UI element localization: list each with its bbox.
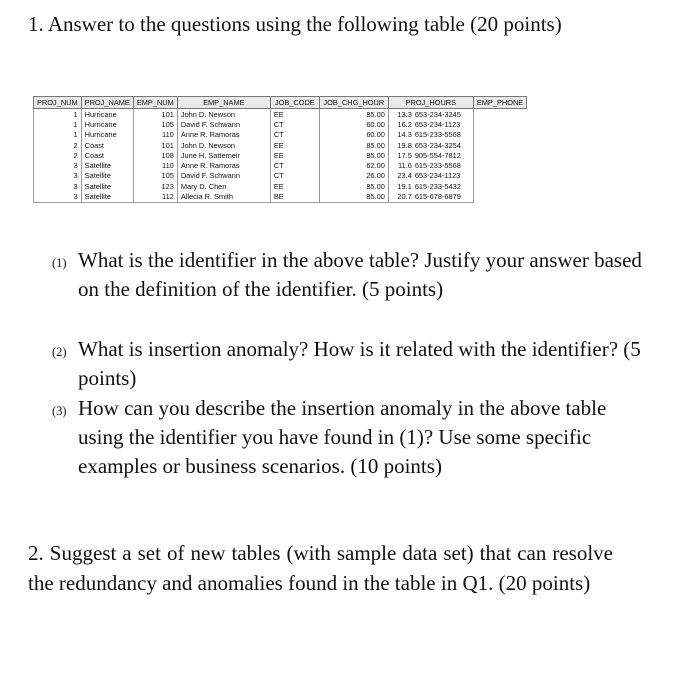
- cell-job-code: CT: [270, 160, 319, 170]
- cell-proj-hours-phone: [388, 140, 473, 150]
- table-row: [34, 140, 527, 150]
- emp-phone-value: 905-554-7812: [414, 150, 461, 160]
- cell-proj-name: Satellite: [81, 191, 133, 202]
- cell-emp-name: Anne R. Ramoras: [177, 160, 270, 170]
- project-table: [33, 96, 527, 203]
- emp-phone-value: 615-233-5568: [414, 130, 461, 140]
- cell-emp-num: 101: [133, 140, 177, 150]
- cell-proj-hours-phone: [388, 171, 473, 181]
- emp-phone-value: 653-234-3254: [414, 140, 461, 150]
- cell-proj-num: 3: [34, 191, 82, 202]
- cell-proj-name: Satellite: [81, 160, 133, 170]
- cell-emp-num: 110: [133, 130, 177, 140]
- cell-emp-name: Anne R. Ramoras: [177, 130, 270, 140]
- cell-proj-num: 3: [34, 171, 82, 181]
- cell-emp-name: David F. Schwann: [177, 119, 270, 129]
- cell-job-chg-hour: 85.00: [319, 109, 388, 120]
- cell-proj-num: 1: [34, 109, 82, 120]
- question-1-heading: 1. Answer to the questions using the following table (20 points): [28, 12, 562, 36]
- cell-job-chg-hour: 62.00: [319, 160, 388, 170]
- subquestion-2: [52, 335, 652, 393]
- cell-job-code: EE: [270, 150, 319, 160]
- subquestion-number: (2): [52, 345, 67, 359]
- subquestion-text: What is insertion anomaly? How is it related with the identifier? (5 points): [78, 337, 641, 390]
- cell-emp-name: Allecia R. Smith: [177, 191, 270, 202]
- proj-hours-value: 20.7: [397, 192, 412, 202]
- cell-proj-name: Satellite: [81, 171, 133, 181]
- table-row: [34, 181, 527, 191]
- table-row: [34, 191, 527, 202]
- cell-proj-num: 2: [34, 140, 82, 150]
- cell-proj-hours-phone: [388, 119, 473, 129]
- cell-job-code: CT: [270, 119, 319, 129]
- cell-proj-name: Coast: [81, 140, 133, 150]
- proj-hours-value: 16.2: [397, 119, 412, 129]
- table-row: [34, 171, 527, 181]
- subquestion-number: (3): [52, 404, 67, 418]
- cell-job-code: CT: [270, 130, 319, 140]
- cell-job-chg-hour: 60.00: [319, 130, 388, 140]
- table-row: [34, 130, 527, 140]
- proj-hours-value: 19.1: [397, 181, 412, 191]
- table-row: [34, 109, 527, 120]
- cell-emp-num: 110: [133, 160, 177, 170]
- subquestion-text: How can you describe the insertion anomaly in the above table using the identifier you have found in (1)? Use some specific examples or business scenarios. (10 points): [78, 396, 607, 478]
- header-job-code: JOB_CODE: [270, 97, 319, 109]
- subquestion-3: [52, 394, 652, 481]
- cell-proj-hours-phone: [388, 191, 473, 202]
- table-row: [34, 160, 527, 170]
- cell-job-chg-hour: 85.00: [319, 181, 388, 191]
- proj-hours-value: 11.6: [397, 161, 412, 171]
- header-emp-num: EMP_NUM: [133, 97, 177, 109]
- table-row: [34, 150, 527, 160]
- cell-emp-num: 105: [133, 119, 177, 129]
- emp-phone-value: 615-233-5432: [414, 181, 461, 191]
- cell-proj-hours-phone: [388, 181, 473, 191]
- proj-hours-value: 19.8: [397, 140, 412, 150]
- header-proj-name: PROJ_NAME: [81, 97, 133, 109]
- header-proj-hours: PROJ_HOURS: [388, 97, 473, 109]
- cell-proj-name: Hurricane: [81, 109, 133, 120]
- cell-proj-hours-phone: [388, 109, 473, 120]
- cell-emp-num: 112: [133, 191, 177, 202]
- proj-hours-value: 13.3: [397, 109, 412, 119]
- cell-emp-name: John D. Newson: [177, 140, 270, 150]
- proj-hours-value: 14.3: [397, 130, 412, 140]
- emp-phone-value: 615-678-6879: [414, 192, 461, 202]
- proj-hours-value: 17.5: [397, 150, 412, 160]
- cell-emp-num: 108: [133, 150, 177, 160]
- cell-emp-name: Mary D. Chen: [177, 181, 270, 191]
- cell-emp-name: David F. Schwann: [177, 171, 270, 181]
- table-header-row: [34, 97, 527, 109]
- cell-emp-num: 123: [133, 181, 177, 191]
- proj-hours-value: 23.4: [397, 171, 412, 181]
- cell-job-chg-hour: 85.00: [319, 150, 388, 160]
- cell-proj-num: 1: [34, 130, 82, 140]
- cell-proj-name: Satellite: [81, 181, 133, 191]
- emp-phone-value: 653-234-1123: [414, 119, 461, 129]
- table-row: [34, 119, 527, 129]
- cell-proj-hours-phone: [388, 150, 473, 160]
- header-job-chg-hour: JOB_CHG_HOUR: [319, 97, 388, 109]
- cell-proj-num: 2: [34, 150, 82, 160]
- header-emp-phone: EMP_PHONE: [473, 97, 526, 109]
- cell-job-chg-hour: 26.00: [319, 171, 388, 181]
- cell-proj-name: Hurricane: [81, 130, 133, 140]
- cell-emp-num: 105: [133, 171, 177, 181]
- cell-job-chg-hour: 60.00: [319, 119, 388, 129]
- header-proj-num: PROJ_NUM: [34, 97, 82, 109]
- cell-proj-num: 3: [34, 160, 82, 170]
- cell-proj-hours-phone: [388, 160, 473, 170]
- subquestion-1: [52, 246, 652, 304]
- cell-job-code: EE: [270, 140, 319, 150]
- subquestion-text: What is the identifier in the above table? Justify your answer based on the definition of the identifier. (5 points): [78, 248, 642, 301]
- cell-proj-num: 1: [34, 119, 82, 129]
- cell-emp-num: 101: [133, 109, 177, 120]
- cell-job-code: BE: [270, 191, 319, 202]
- cell-job-code: EE: [270, 181, 319, 191]
- cell-proj-hours-phone: [388, 130, 473, 140]
- cell-job-code: CT: [270, 171, 319, 181]
- cell-job-code: EE: [270, 109, 319, 120]
- cell-proj-num: 3: [34, 181, 82, 191]
- cell-job-chg-hour: 85.00: [319, 191, 388, 202]
- question-2-text: 2. Suggest a set of new tables (with sample data set) that can resolve the redundancy and anomalies found in the table in Q1. (20 points): [28, 541, 613, 595]
- cell-proj-name: Coast: [81, 150, 133, 160]
- cell-emp-name: June H. Sattemeir: [177, 150, 270, 160]
- emp-phone-value: 653-234-1123: [414, 171, 461, 181]
- subquestion-number: (1): [52, 256, 67, 270]
- project-table-container: [33, 96, 527, 203]
- cell-emp-name: John D. Newson: [177, 109, 270, 120]
- emp-phone-value: 653-234-3245: [414, 109, 461, 119]
- cell-job-chg-hour: 85.00: [319, 140, 388, 150]
- cell-proj-name: Hurricane: [81, 119, 133, 129]
- emp-phone-value: 615-233-5568: [414, 161, 461, 171]
- header-emp-name: EMP_NAME: [177, 97, 270, 109]
